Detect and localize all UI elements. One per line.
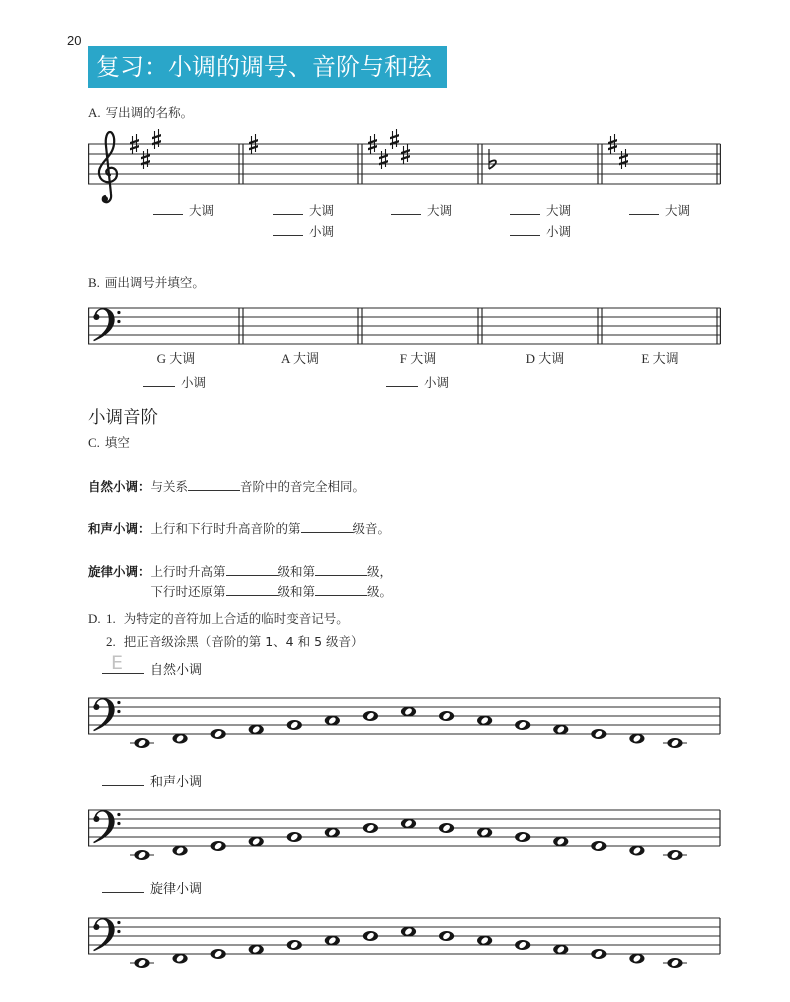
- scale-heading-natural: [102, 652, 203, 679]
- sharp-bar: [608, 145, 617, 150]
- sharp-bar: [130, 145, 139, 150]
- major-label: 大调: [309, 203, 335, 218]
- section-a-instruction: [88, 105, 193, 121]
- whole-note: [477, 828, 492, 838]
- whole-note: [325, 828, 340, 838]
- minor-label: 小调: [424, 375, 450, 390]
- section-b-marker: B.: [88, 275, 100, 290]
- harmonic-minor-label: 和声小调：: [88, 521, 151, 536]
- staff-melodic-minor: [88, 904, 724, 976]
- given-major-key-1: G 大调: [156, 351, 196, 366]
- natural-minor-label: 自然小调：: [88, 479, 151, 494]
- answer-blank: [188, 479, 240, 491]
- staff-lines: [88, 918, 720, 954]
- melodic-ascending-line: [151, 564, 393, 584]
- minor-label: 小调: [546, 224, 572, 239]
- sharp-sign: [152, 129, 161, 149]
- answer-blank: [510, 224, 540, 236]
- scale-heading-harmonic: [102, 774, 202, 791]
- whole-note: [629, 734, 644, 744]
- minor-label: 小调: [181, 375, 207, 390]
- whole-note: [287, 720, 302, 730]
- clef-dot: [117, 311, 120, 314]
- whole-note: [363, 711, 378, 721]
- whole-note: [439, 711, 454, 721]
- answer-blank: [153, 203, 183, 215]
- clef-body: [93, 698, 114, 731]
- whole-note: [401, 927, 416, 937]
- answer-blank: [273, 203, 303, 215]
- whole-note: [663, 958, 687, 968]
- clef-dot: [117, 822, 120, 825]
- major-label: 大调: [546, 203, 572, 218]
- whole-note: [591, 729, 606, 739]
- key-answer-major-4: [510, 203, 571, 219]
- sharp-bar: [141, 154, 150, 159]
- flat-bowl: [489, 160, 496, 169]
- melodic-desc-after: 级。: [367, 584, 393, 599]
- clef-dot: [102, 196, 108, 202]
- section-a-text: 写出调的名称。: [105, 105, 194, 120]
- whole-note: [515, 940, 530, 950]
- whole-note: [477, 936, 492, 946]
- answer-blank: [386, 375, 418, 387]
- section-c-instruction: [88, 435, 130, 451]
- whole-note: [591, 949, 606, 959]
- key-answer-major-5: [629, 203, 690, 219]
- whole-note: [325, 936, 340, 946]
- step-text: 把正音级涂黑（音阶的第 1、4 和 5 级音）: [123, 634, 364, 649]
- answer-blank: [226, 584, 278, 596]
- melodic-asc-before: 上行时升高第: [150, 564, 226, 579]
- sharp-sign: [141, 149, 150, 169]
- sharp-bar: [619, 154, 628, 159]
- section-d-step-1: [106, 611, 349, 627]
- whole-note: [287, 832, 302, 842]
- melodic-asc-middle: 级和第: [277, 564, 316, 579]
- section-c-marker: C.: [88, 435, 100, 450]
- key-answer-minor-4: [510, 224, 571, 240]
- staff-a-treble: [88, 130, 724, 210]
- sharp-bar: [390, 134, 399, 139]
- melodic-desc-middle: 级和第: [277, 584, 316, 599]
- melodic-minor-row: [88, 564, 392, 600]
- whole-note: [249, 837, 264, 847]
- whole-note: [211, 949, 226, 959]
- scale-heading-melodic: [102, 881, 202, 898]
- clef-dot: [117, 813, 120, 816]
- natural-minor-row: [88, 479, 365, 495]
- relative-minor-answer-3: [386, 375, 449, 391]
- minor-scales-heading: 小调音阶: [88, 408, 158, 428]
- whole-note: [130, 850, 154, 860]
- page-title: 复习：小调的调号、音阶与和弦: [96, 53, 432, 81]
- whole-note: [477, 716, 492, 726]
- bass-clef-icon: [93, 698, 120, 731]
- whole-note: [363, 823, 378, 833]
- staff-b-bass: [88, 298, 724, 354]
- staff-lines: [88, 698, 720, 734]
- harmonic-minor-text-before: 上行和下行时升高音阶的第: [150, 521, 301, 536]
- whole-note: [553, 945, 568, 955]
- section-d-marker-text: D.: [88, 611, 101, 626]
- answer-blank: [510, 203, 540, 215]
- key-answer-major-2: [273, 203, 334, 219]
- answer-blank: [226, 564, 278, 576]
- answer-blank: [102, 881, 144, 893]
- bass-clef-icon: [93, 918, 120, 951]
- sharp-bar: [619, 160, 628, 165]
- answer-blank: [629, 203, 659, 215]
- whole-note: [249, 725, 264, 735]
- whole-note: [663, 850, 687, 860]
- section-b-instruction: [88, 275, 205, 291]
- clef-dot: [117, 930, 120, 933]
- whole-note: [172, 846, 187, 856]
- flat-sign: [489, 149, 496, 169]
- whole-note: [629, 846, 644, 856]
- key-answer-major-1: [153, 203, 214, 219]
- whole-note: [515, 720, 530, 730]
- clef-body: [93, 308, 114, 341]
- answer-blank: [102, 774, 144, 786]
- given-major-key-3: F 大调: [399, 351, 437, 366]
- given-major-key-4: D 大调: [525, 351, 565, 366]
- whole-note: [515, 832, 530, 842]
- relative-minor-answer-1: [143, 375, 206, 391]
- scale-name: 旋律小调: [150, 882, 203, 897]
- whole-note: [249, 945, 264, 955]
- sharp-bar: [401, 155, 410, 160]
- whole-note: [130, 958, 154, 968]
- sharp-bar: [368, 145, 377, 150]
- section-b-text: 画出调号并填空。: [104, 275, 205, 290]
- sharp-sign: [390, 129, 399, 149]
- whole-note: [401, 707, 416, 717]
- step-number: 2.: [106, 634, 116, 649]
- staff-harmonic-minor: [88, 796, 724, 868]
- answer-blank: [391, 203, 421, 215]
- sharp-bar: [141, 160, 150, 165]
- whole-note: [287, 940, 302, 950]
- whole-note: [172, 954, 187, 964]
- sharp-sign: [379, 149, 388, 169]
- sharp-bar: [249, 145, 258, 150]
- melodic-minor-label: 旋律小调：: [88, 564, 151, 579]
- bass-clef-icon: [93, 810, 120, 843]
- whole-note: [553, 725, 568, 735]
- major-label: 大调: [665, 203, 691, 218]
- sharp-bar: [379, 160, 388, 165]
- whole-note: [591, 841, 606, 851]
- sharp-sign: [619, 149, 628, 169]
- answer-blank: [301, 521, 353, 533]
- melodic-asc-after: 级，: [367, 564, 393, 579]
- harmonic-minor-row: [88, 521, 390, 537]
- section-d-step-2: [106, 634, 364, 650]
- clef-body: [93, 810, 114, 843]
- step-text: 为特定的音符加上合适的临时变音记号。: [123, 611, 349, 626]
- sharp-bar: [379, 154, 388, 159]
- page-number: 20: [67, 33, 82, 48]
- clef-head: [93, 924, 99, 930]
- whole-note: [211, 729, 226, 739]
- answer-blank: [102, 652, 144, 674]
- answer-blank: [315, 564, 367, 576]
- harmonic-minor-text-after: 级音。: [352, 521, 391, 536]
- sharp-bar: [390, 140, 399, 145]
- staff-lines: [88, 810, 720, 846]
- sharp-bar: [152, 134, 161, 139]
- sharp-bar: [152, 140, 161, 145]
- whole-note: [363, 931, 378, 941]
- scale-name: 自然小调: [150, 663, 203, 678]
- whole-note: [663, 738, 687, 748]
- bass-clef-icon: [93, 308, 120, 341]
- clef-dot: [117, 701, 120, 704]
- whole-note: [401, 819, 416, 829]
- scale-name: 和声小调: [150, 775, 203, 790]
- clef-dot: [117, 921, 120, 924]
- staff-lines: [88, 308, 720, 344]
- natural-minor-text-before: 与关系: [150, 479, 189, 494]
- major-label: 大调: [189, 203, 215, 218]
- whole-note: [553, 837, 568, 847]
- whole-note: [629, 954, 644, 964]
- section-a-marker: A.: [88, 105, 101, 120]
- key-answer-major-3: [391, 203, 452, 219]
- section-d-marker: [88, 611, 106, 627]
- answer-blank: [315, 584, 367, 596]
- title-banner: [88, 46, 447, 88]
- whole-note: [439, 823, 454, 833]
- whole-note: [325, 716, 340, 726]
- key-answer-minor-2: [273, 224, 334, 240]
- melodic-descending-line: [151, 584, 393, 600]
- clef-dot: [117, 710, 120, 713]
- whole-note: [172, 734, 187, 744]
- whole-note: [211, 841, 226, 851]
- step-number: 1.: [106, 611, 116, 626]
- clef-head: [93, 816, 99, 822]
- answer-blank: [143, 375, 175, 387]
- section-c-text: 填空: [104, 435, 130, 450]
- clef-head: [93, 704, 99, 710]
- given-major-key-2: A 大调: [281, 351, 319, 366]
- whole-note: [130, 738, 154, 748]
- answer-blank: [273, 224, 303, 236]
- natural-minor-text-after: 音阶中的音完全相同。: [240, 479, 366, 494]
- major-label: 大调: [427, 203, 453, 218]
- clef-head: [93, 314, 99, 320]
- melodic-minor-lines: [151, 564, 393, 600]
- clef-body: [99, 132, 117, 202]
- melodic-desc-before: 下行时还原第: [150, 584, 226, 599]
- staff-natural-minor: [88, 684, 724, 756]
- minor-label: 小调: [309, 224, 335, 239]
- given-major-key-5: E 大调: [641, 351, 679, 366]
- whole-note: [439, 931, 454, 941]
- clef-body: [93, 918, 114, 951]
- clef-dot: [117, 320, 120, 323]
- treble-clef-icon: [99, 132, 117, 202]
- handwritten-answer: E: [111, 652, 124, 674]
